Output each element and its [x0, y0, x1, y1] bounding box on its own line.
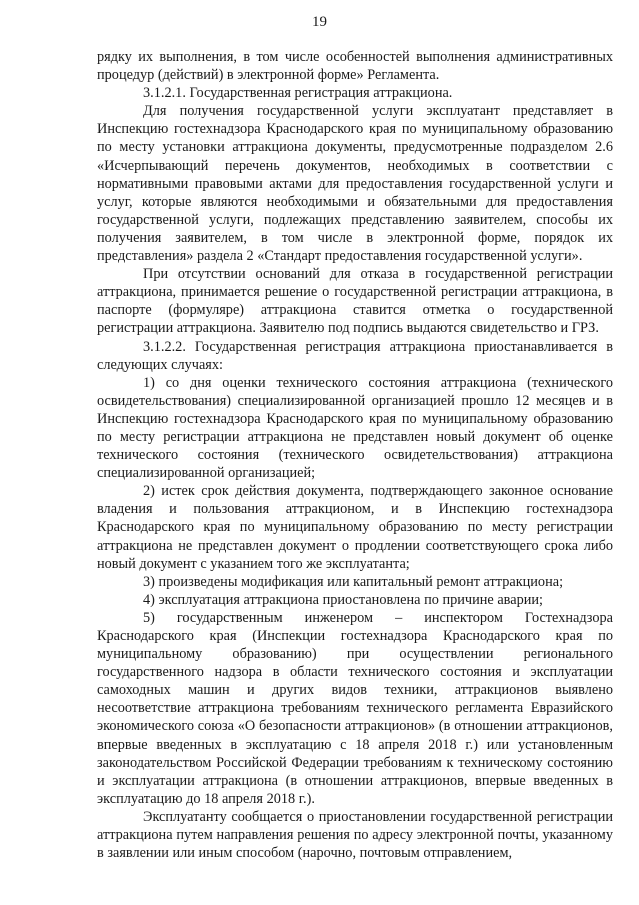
paragraph-registration-decision: При отсутствии оснований для отказа в государственной регистрации аттракциона, принимается решение о государственной регистрации аттракциона, в паспорте (формуляре) аттракциона ставится отметка о государственной регистрации аттракциона. Заявителю под подпись выдаются свидетельство и ГРЗ.: [97, 266, 613, 337]
paragraph-continuation: рядку их выполнения, в том числе особенностей выполнения административных процедур (действий) в электронной форме» Регламента.: [97, 49, 613, 84]
paragraph-suspension-notice: Эксплуатанту сообщается о приостановлении государственной регистрации аттракциона путем направления решения по адресу электронной почты, указанному в заявлении или иным способом (нарочно, почтовым отправлением,: [97, 808, 613, 862]
document-body: [97, 48, 613, 862]
list-item-5: 5) государственным инженером – инспектором Гостехнадзора Краснодарского края (Инспекции гостехнадзора Краснодарского края по муниципальному образованию) при осуществлении регионального государственного надзора в области технического состояния и эксплуатации самоходных машин и других видов техники, аттракционов выявлено несоответствие аттракциона требованиям технического регламента Евразийского экономического союза «О безопасности аттракционов» (в отношении аттракционов, впервые введенных в эксплуатацию с 18 апреля 2018 г.) или установленным законодательством Российской Федерации требованиям к техническому состоянию и эксплуатации аттракциона (в отношении аттракционов, впервые введенных в эксплуатацию до 18 апреля 2018 г.).: [97, 609, 613, 807]
list-item-4: 4) эксплуатация аттракциона приостановлена по причине аварии;: [143, 591, 543, 608]
list-item-2: 2) истек срок действия документа, подтверждающего законное основание владения и пользования аттракционом, и в Инспекцию гостехнадзора Краснодарского края по муниципальному образованию по месту регистрации аттракциона не представлен документ о продлении соответствующего срока либо новый документ с указанием того же эксплуатанта;: [97, 483, 613, 572]
list-item-1: 1) со дня оценки технического состояния аттракциона (технического освидетельствования) специализированной организацией прошло 12 месяцев и в Инспекцию гостехнадзора Краснодарского края по муниципальному образованию по месту регистрации аттракциона не представлен новый документ об оценке технического состояния (технического освидетельствования) аттракциона специализированной организацией;: [97, 374, 613, 482]
list-item-3: 3) произведены модификация или капитальный ремонт аттракциона;: [143, 573, 564, 590]
page-number: 19: [312, 14, 327, 30]
section-heading-3-1-2-2: 3.1.2.2. Государственная регистрация аттракциона приостанавливается в следующих случаях:: [97, 338, 613, 373]
paragraph-service-request: Для получения государственной услуги эксплуатант представляет в Инспекцию гостехнадзора Краснодарского края по муниципальному образованию по месту установки аттракциона документы, предусмотренные подразделом 2.6 «Исчерпывающий перечень документов, необходимых в соответствии с нормативными правовыми актами для предоставления государственной услуги и услуг, которые являются необходимыми и обязательными для предоставления государственной услуги, подлежащих представлению заявителем, способы их получения заявителем, в том числе в электронной форме, порядок их представления» раздела 2 «Стандарт предоставления государственной услуги».: [97, 103, 613, 265]
section-heading-3-1-2-1: 3.1.2.1. Государственная регистрация аттракциона.: [143, 85, 453, 102]
